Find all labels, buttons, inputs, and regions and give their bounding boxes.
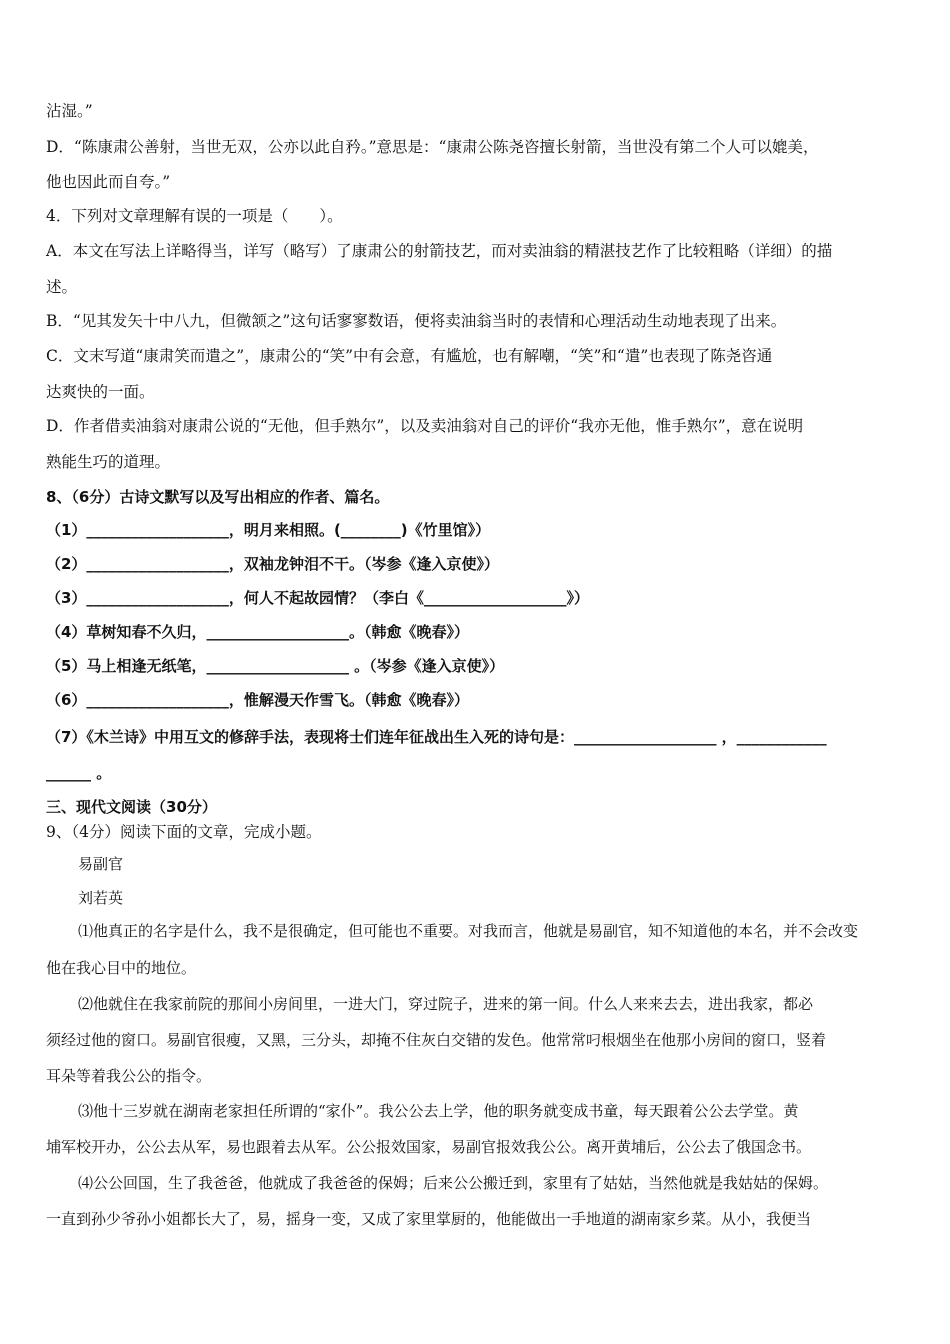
q4-option-d-line1: D．作者借卖油翁对康肃公说的“无他，但手熟尔”，以及卖油翁对自己的评价“我亦无他，惟手熟尔”，意在说明 — [46, 417, 804, 435]
section-heading: 三、现代文阅读（30分） — [46, 798, 217, 816]
q3-option-d-line2: 他也因此而自夸。” — [46, 173, 171, 191]
q9-stem: 9、（4分）阅读下面的文章，完成小题。 — [46, 823, 322, 841]
q4-stem: 4．下列对文章理解有误的一项是（ ）。 — [46, 207, 343, 225]
paragraph-2-line3: 耳朵等着我公公的指令。 — [46, 1067, 212, 1085]
paragraph-2-line2: 须经过他的窗口。易副官很瘦，又黑，三分头，却掩不住灰白交错的发色。他常常叼根烟坐在他那小房间的窗口，竖着 — [46, 1031, 827, 1049]
q8-item-4: （4）草树知春不久归，___________________。（韩愈《晚春》） — [46, 623, 469, 641]
paragraph-4-line1: ⑷公公回国，生了我爸爸，他就成了我爸爸的保姆；后来公公搬迁到，家里有了姑姑，当然他就是我姑姑的保姆。 — [78, 1174, 829, 1192]
article-title: 易副官 — [78, 855, 124, 873]
paragraph-2-line1: ⑵他就住在我家前院的那间小房间里，一进大门，穿过院子，进来的第一间。什么人来来去去，进出我家，都必 — [78, 995, 814, 1013]
q8-item-7-continuation: ______ 。 — [46, 764, 112, 782]
q8-item-1: （1）___________________，明月来相照。(________)《竹里馆》） — [46, 521, 491, 539]
q8-stem: 8、（6分）古诗文默写以及写出相应的作者、篇名。 — [46, 488, 390, 506]
q8-item-7: （7）《木兰诗》中用互文的修辞手法，表现将士们连年征战出生入死的诗句是：___________________ ，____________ — [46, 728, 827, 746]
q8-item-3: （3）___________________，何人不起故园情？（李白《___________________》） — [46, 589, 589, 607]
q4-option-a-line1: A．本文在写法上详略得当，详写（略写）了康肃公的射箭技艺，而对卖油翁的精湛技艺作了比较粗略（详细）的描 — [46, 242, 833, 260]
paragraph-4-line2: 一直到孙少爷孙小姐都长大了，易，摇身一变，又成了家里掌厨的，他能做出一手地道的湖南家乡菜。从小，我便当 — [46, 1210, 812, 1228]
q4-option-a-line2: 述。 — [46, 278, 78, 296]
article-author: 刘若英 — [78, 889, 124, 907]
q4-option-d-line2: 熟能生巧的道理。 — [46, 453, 171, 471]
q8-item-2: （2）___________________，双袖龙钟泪不干。（岑参《逢入京使》） — [46, 555, 499, 573]
q3-continuation: 沾湿。” — [46, 102, 93, 120]
q4-option-b: B．“见其发矢十中八九，但微颔之”这句话寥寥数语，便将卖油翁当时的表情和心理活动生动地表现了出来。 — [46, 312, 787, 330]
paragraph-1-line2: 他在我心目中的地位。 — [46, 959, 197, 977]
q3-option-d-line1: D．“陈康肃公善射，当世无双，公亦以此自矜。”意思是：“康肃公陈尧咨擅长射箭，当世没有第二个人可以媲美， — [46, 138, 819, 156]
q8-item-6: （6）___________________，惟解漫天作雪飞。（韩愈《晚春》） — [46, 691, 469, 709]
paragraph-3-line2: 埔军校开办，公公去从军，易也跟着去从军。公公报效国家，易副官报效我公公。离开黄埔后，公公去了俄国念书。 — [46, 1138, 812, 1156]
q4-option-c-line2: 达爽快的一面。 — [46, 383, 155, 401]
paragraph-1-line1: ⑴他真正的名字是什么，我不是很确定，但可能也不重要。对我而言，他就是易副官，知不知道他的本名，并不会改变 — [78, 922, 859, 940]
q4-option-c-line1: C．文末写道“康肃笑而遣之”，康肃公的“笑”中有会意，有尴尬，也有解嘲，“笑”和“遣”也表现了陈尧咨通 — [46, 347, 773, 365]
q8-item-5: （5）马上相逢无纸笔，___________________ 。（岑参《逢入京使》） — [46, 657, 505, 675]
paragraph-3-line1: ⑶他十三岁就在湖南老家担任所谓的“家仆”。我公公去上学，他的职务就变成书童，每天跟着公公去学堂。黄 — [78, 1102, 799, 1120]
